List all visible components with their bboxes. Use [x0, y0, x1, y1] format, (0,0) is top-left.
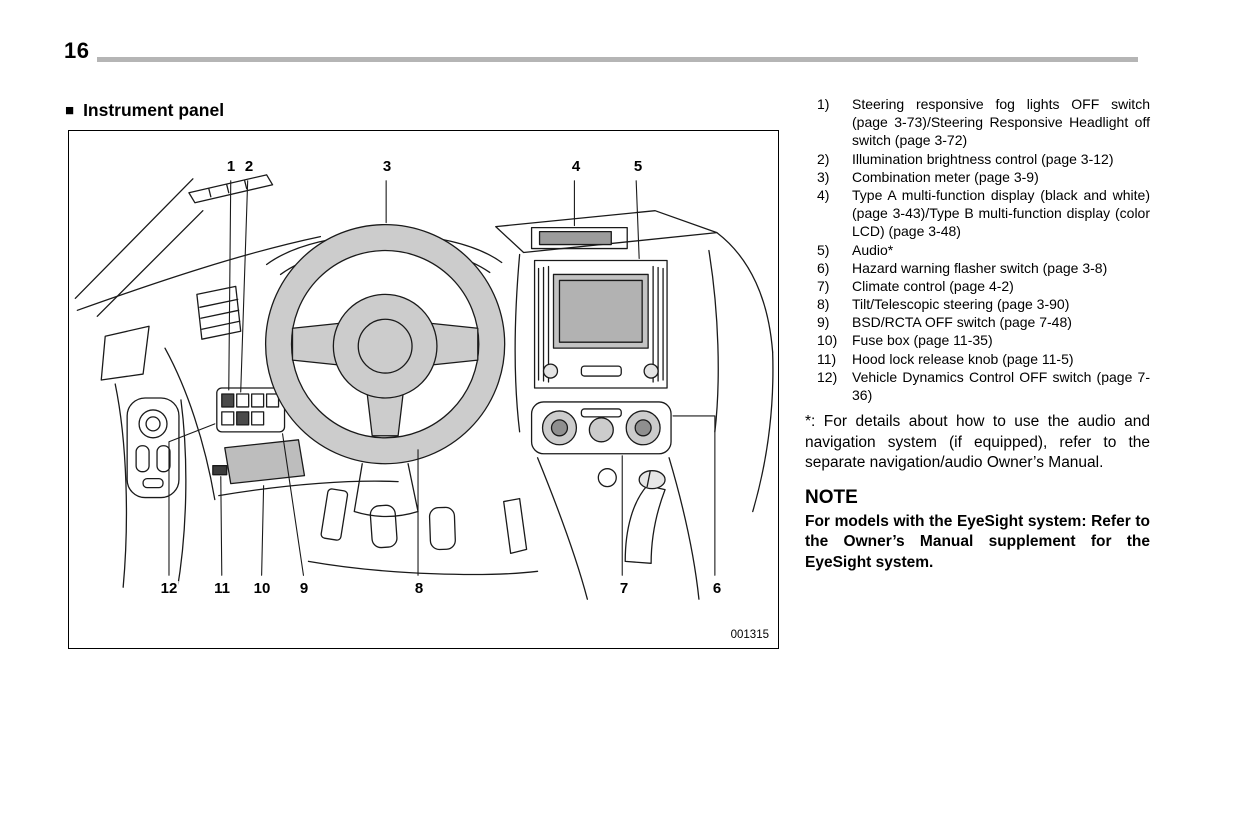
callout-3: 3 [382, 158, 392, 175]
audio-footnote: *: For details about how to use the audio and navigation system (if equipped), refer to the separate navigation/audio Owner’s Manual. [805, 413, 1150, 472]
callout-6: 6 [712, 580, 722, 597]
legend-item-text: Illumination brightness control (page 3-12) [852, 150, 1114, 167]
legend-item [817, 259, 1150, 277]
legend-item-text: Tilt/Telescopic steering (page 3-90) [852, 296, 1070, 313]
legend-item-number: 1) [817, 96, 830, 112]
climate-control [532, 402, 671, 454]
legend-item-number: 7) [817, 277, 830, 294]
callout-10: 10 [253, 580, 271, 597]
hood-release-knob [213, 466, 227, 475]
legend-list [805, 95, 1150, 404]
callout-7: 7 [619, 580, 629, 597]
section-marker-icon: ■ [65, 102, 75, 119]
legend-item-text: Hood lock release knob (page 11-5) [852, 350, 1074, 367]
header-rule [97, 57, 1138, 62]
legend-item-number: 2) [817, 150, 830, 167]
legend-item-number: 11) [817, 350, 837, 367]
multi-function-display [532, 228, 628, 249]
legend-item-number: 9) [817, 314, 830, 331]
legend-item [817, 350, 1150, 368]
legend-item-number: 3) [817, 168, 830, 185]
legend-item-number: 4) [817, 186, 830, 203]
note-title: NOTE [805, 486, 858, 508]
callout-2: 2 [244, 158, 254, 175]
legend-item [817, 95, 1150, 150]
section-title [65, 100, 224, 121]
callout-11: 11 [214, 580, 230, 597]
legend-item-text: Audio* [852, 241, 894, 258]
legend-item [817, 241, 1150, 259]
callout-12: 12 [160, 580, 178, 597]
legend-item-text: Vehicle Dynamics Control OFF switch (page 7-36) [852, 368, 1150, 403]
legend-item [817, 150, 1150, 168]
driver-switch-panel [217, 388, 285, 432]
legend-item-text: Type A multi-function display (black and white) (page 3-43)/Type B multi-function display (color LCD) (page 3-48) [852, 186, 1150, 240]
callout-1: 1 [226, 158, 236, 175]
legend-item-text: Steering responsive fog lights OFF switch (page 3-73)/Steering Responsive Headlight off switch (page 3-72) [852, 96, 1150, 149]
figure-code: 001315 [730, 629, 769, 641]
door-window-switches [127, 398, 179, 498]
instrument-panel-figure [68, 130, 779, 649]
legend-item [817, 313, 1150, 331]
legend-item [817, 331, 1150, 349]
instrument-panel-illustration [69, 131, 778, 648]
legend-item-number: 5) [817, 241, 830, 258]
legend-item-number: 10) [817, 332, 838, 349]
legend-column [805, 95, 1150, 573]
legend-item [817, 277, 1150, 295]
callout-8: 8 [414, 580, 424, 597]
legend-item [817, 186, 1150, 241]
fuse-box-cover [225, 440, 305, 484]
section-title-label: Instrument panel [83, 100, 225, 120]
note-body: For models with the EyeSight system: Refer to the Owner’s Manual supplement for the EyeSight system. [805, 512, 1150, 571]
legend-item-text: Climate control (page 4-2) [852, 277, 1014, 294]
legend-item-number: 6) [817, 259, 830, 276]
legend-item-number: 8) [817, 296, 830, 313]
side-vent [197, 286, 241, 339]
legend-item-text: Combination meter (page 3-9) [852, 168, 1039, 185]
legend-item [817, 295, 1150, 313]
callout-9: 9 [299, 580, 309, 597]
legend-item-text: Hazard warning flasher switch (page 3-8) [852, 259, 1108, 276]
legend-item-number: 12) [817, 368, 838, 385]
gear-shifter [598, 469, 665, 564]
audio-unit [535, 260, 667, 388]
legend-item [817, 368, 1150, 404]
pedals [321, 488, 527, 553]
legend-item-text: Fuse box (page 11-35) [852, 332, 993, 349]
page-number: 16 [64, 38, 90, 63]
callout-4: 4 [571, 158, 581, 175]
callout-5: 5 [633, 158, 643, 175]
legend-item-text: BSD/RCTA OFF switch (page 7-48) [852, 314, 1072, 331]
legend-item [817, 168, 1150, 186]
